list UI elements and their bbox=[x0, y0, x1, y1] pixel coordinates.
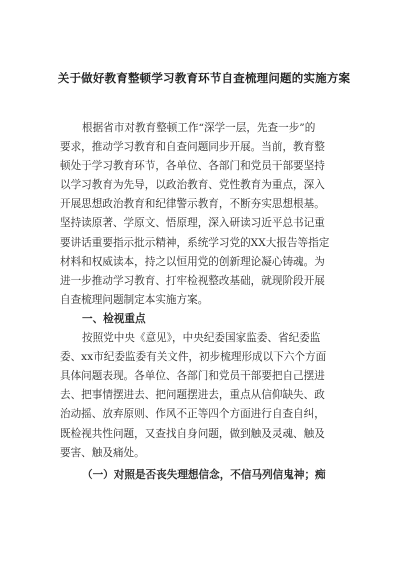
paragraph-line: 委、xx市纪委监委有关文件，初步梳理形成以下六个方面 bbox=[60, 351, 327, 364]
section-heading: 一、检视重点 bbox=[82, 312, 146, 325]
paragraph-line: 要讲话重要指示批示精神，系统学习党的XX大报告等指定 bbox=[60, 236, 330, 249]
paragraph-line: 要求，推动学习教育和自查问题同步开展。当前，教育整 bbox=[60, 141, 325, 154]
paragraph-line: 去、把事情摆进去、把问题摆进去，重点从信仰缺失、政 bbox=[60, 389, 325, 402]
paragraph-line: 要害、触及痛处。 bbox=[60, 446, 145, 459]
paragraph-line: 顿处于学习教育环节，各单位、各部门和党员干部要坚持 bbox=[60, 160, 325, 173]
paragraph-line: 具体问题表现。各单位、各部门和党员干部要把自己摆进 bbox=[60, 370, 325, 383]
document-body bbox=[60, 119, 360, 485]
paragraph-line: 进一步推动学习教育、打牢检视整改基础，就现阶段开展 bbox=[60, 274, 325, 287]
paragraph-line: 根据省市对教育整顿工作“深学一层，先查一步”的 bbox=[82, 122, 316, 134]
paragraph-line: 自查梳理问题制定本实施方案。 bbox=[60, 293, 209, 306]
paragraph-line: 按照党中央《意见》，中央纪委国家监委、省纪委监 bbox=[82, 332, 321, 345]
subsection-heading: （一）对照是否丧失理想信念，不信马列信鬼神；痴 bbox=[82, 468, 326, 481]
paragraph-line: 治动摇、放弃原则、作风不正等四个方面进行自查自纠， bbox=[60, 408, 325, 421]
paragraph-line: 既检视共性问题，又查找自身问题，做到触及灵魂、触及 bbox=[60, 427, 325, 440]
paragraph-line: 以学习教育为先导，以政治教育、党性教育为重点，深入 bbox=[60, 179, 325, 192]
paragraph-line: 坚持读原著、学原文、悟原理，深入研读习近平总书记重 bbox=[60, 217, 325, 230]
paragraph-line: 开展思想政治教育和纪律警示教育，不断夯实思想根基。 bbox=[60, 198, 325, 211]
paragraph-line: 材料和权威读本，持之以恒用党的创新理论凝心铸魂。为 bbox=[60, 255, 325, 268]
document-title: 关于做好教育整顿学习教育环节自查梳理问题的实施方案 bbox=[57, 71, 351, 85]
